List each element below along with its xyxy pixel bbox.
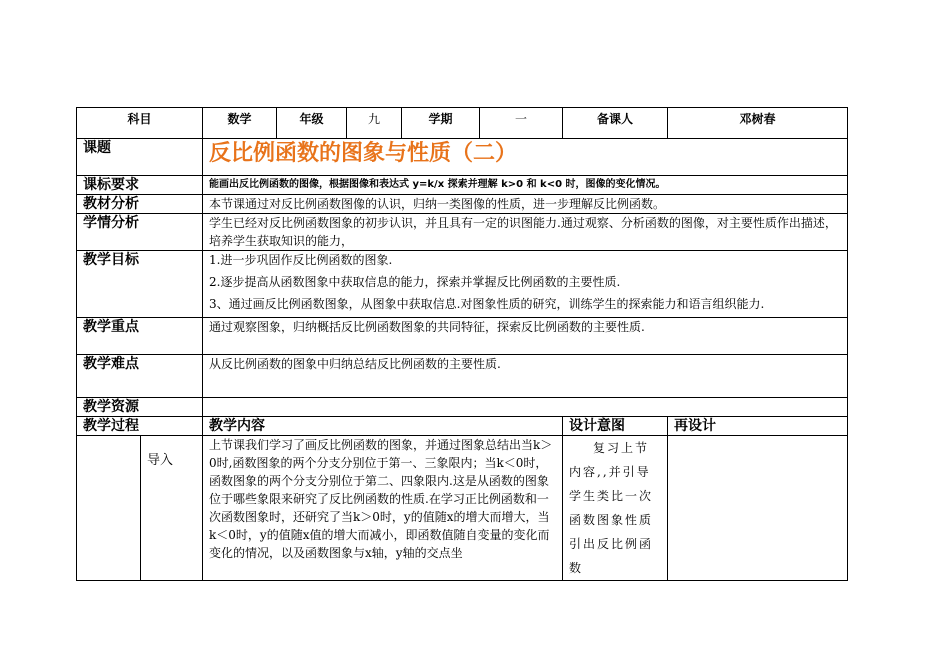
requirement-label: 课标要求 xyxy=(77,176,203,195)
header-row xyxy=(77,108,848,139)
material-label: 教材分析 xyxy=(77,195,203,214)
key-row xyxy=(77,318,848,355)
material-row xyxy=(77,195,848,214)
process-row xyxy=(77,436,848,581)
term-value: 一 xyxy=(480,108,563,139)
topic-title: 反比例函数的图象与性质（二） xyxy=(203,139,848,176)
intent-text: 复习上节内容,,并引导学生类比一次函数图象性质引出反比例函数 xyxy=(563,436,668,581)
key-text: 通过观察图象，归纳概括反比例函数图象的共同特征，探索反比例函数的主要性质. xyxy=(203,318,848,355)
topic-label: 课题 xyxy=(77,139,203,176)
requirement-text: 能画出反比例函数的图像，根据图像和表达式 y=k/x 探索并理解 k>0 和 k<0 时，图像的变化情况。 xyxy=(203,176,848,195)
difficulty-label: 教学难点 xyxy=(77,355,203,398)
content-header: 教学内容 xyxy=(203,417,563,436)
material-text: 本节课通过对反比例函数图像的认识，归纳一类图像的性质，进一步理解反比例函数。 xyxy=(203,195,848,214)
term-label: 学期 xyxy=(402,108,480,139)
teacher-value: 邓树春 xyxy=(668,108,848,139)
subject-label: 科目 xyxy=(77,108,203,139)
resource-label: 教学资源 xyxy=(77,398,203,417)
goal-item: 1.进一步巩固作反比例函数的图象. xyxy=(209,253,393,267)
content-text: 上节课我们学习了画反比例函数的图象，并通过图象总结出当k＞0时,函数图象的两个分支分别位于第一、三象限内；当k＜0时，函数图象的两个分支分别位于第二、四象限内.这是从函数的图象位于哪些象限来研究了反比例函数的性质.在学习正比例函数和一次函数图象时，还研究了当k＞0时，y的值随x的增大而增大，当k＜0时，y的值随x值的增大而减小，即函数值随自变量的变化而变化的情况，以及函数图象与x轴，y轴的交点坐 xyxy=(203,436,563,581)
process-header-row xyxy=(77,417,848,436)
learner-label: 学情分析 xyxy=(77,214,203,251)
intent-header: 设计意图 xyxy=(563,417,668,436)
process-label: 教学过程 xyxy=(77,417,203,436)
key-label: 教学重点 xyxy=(77,318,203,355)
redesign-header: 再设计 xyxy=(668,417,848,436)
resource-row xyxy=(77,398,848,417)
goal-item: 2.逐步提高从函数图象中获取信息的能力，探索并掌握反比例函数的主要性质. xyxy=(209,275,621,289)
requirement-row xyxy=(77,176,848,195)
stage-label: 导入 xyxy=(141,436,203,581)
difficulty-row xyxy=(77,355,848,398)
grade-value: 九 xyxy=(347,108,402,139)
subject-value: 数学 xyxy=(203,108,277,139)
grade-label: 年级 xyxy=(277,108,347,139)
goal-row xyxy=(77,251,848,318)
resource-text xyxy=(203,398,848,417)
learner-row xyxy=(77,214,848,251)
goal-label: 教学目标 xyxy=(77,251,203,318)
process-blank-cell xyxy=(77,436,141,581)
topic-row xyxy=(77,139,848,176)
learner-text: 学生已经对反比例函数图象的初步认识，并且具有一定的识图能力.通过观察、分析函数的图像，对主要性质作出描述，培养学生获取知识的能力， xyxy=(203,214,848,251)
teacher-label: 备课人 xyxy=(563,108,668,139)
lesson-plan-table xyxy=(76,107,847,575)
goal-item: 3、通过画反比例函数图象，从图象中获取信息.对图象性质的研究，训练学生的探索能力和语言组织能力. xyxy=(209,297,765,311)
goal-list xyxy=(203,251,848,318)
difficulty-text: 从反比例函数的图象中归纳总结反比例函数的主要性质. xyxy=(203,355,848,398)
redesign-cell xyxy=(668,436,848,581)
